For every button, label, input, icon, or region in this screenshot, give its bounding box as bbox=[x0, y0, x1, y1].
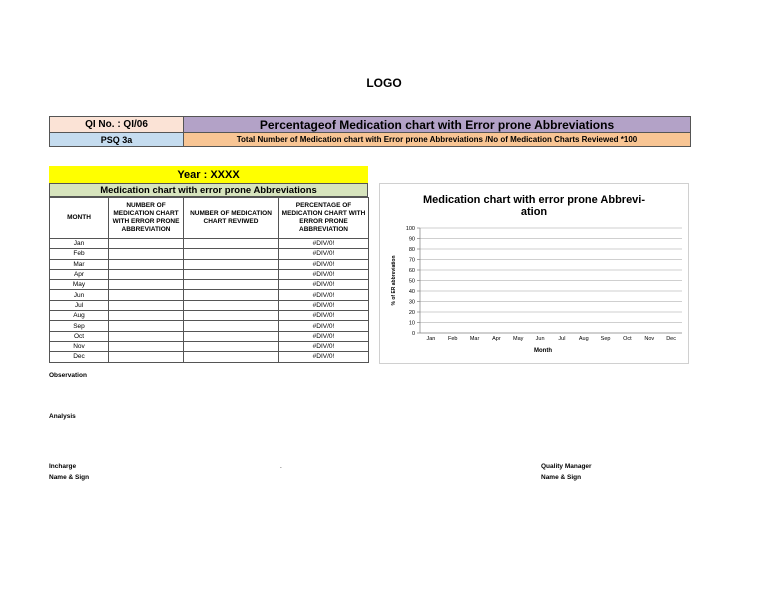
percentage-cell: #DIV/0! bbox=[279, 300, 369, 310]
analysis-label: Analysis bbox=[49, 413, 76, 420]
month-cell: Jul bbox=[50, 300, 109, 310]
x-tick-label: Aug bbox=[578, 336, 589, 342]
y-tick-label: 80 bbox=[408, 247, 415, 253]
reviewed-cell bbox=[184, 352, 279, 362]
with-error-cell bbox=[109, 239, 184, 249]
percentage-cell: #DIV/0! bbox=[279, 259, 369, 269]
month-cell: Apr bbox=[50, 269, 109, 279]
reviewed-cell bbox=[184, 269, 279, 279]
table-row bbox=[50, 259, 369, 269]
column-header-with-error: NUMBER OF MEDICATION CHART WITH ERROR PRONE ABBREVIATION bbox=[109, 198, 184, 239]
x-tick-label: Jan bbox=[426, 336, 436, 342]
y-tick-label: 30 bbox=[408, 299, 415, 306]
y-tick-label: 70 bbox=[408, 257, 415, 264]
table-row bbox=[50, 300, 369, 310]
line-chart bbox=[379, 183, 689, 364]
with-error-cell bbox=[109, 331, 184, 341]
month-cell: Feb bbox=[50, 249, 109, 259]
percentage-cell: #DIV/0! bbox=[279, 249, 369, 259]
table-row bbox=[50, 341, 369, 351]
month-cell: Jan bbox=[50, 239, 109, 249]
month-cell: Oct bbox=[50, 331, 109, 341]
percentage-cell: #DIV/0! bbox=[279, 269, 369, 279]
y-tick-label: 40 bbox=[408, 289, 415, 295]
y-tick-label: 0 bbox=[411, 331, 415, 337]
with-error-cell bbox=[109, 269, 184, 279]
column-header-month: MONTH bbox=[50, 198, 109, 239]
x-tick-label: Oct bbox=[623, 336, 632, 342]
with-error-cell bbox=[109, 249, 184, 259]
month-cell: Dec bbox=[50, 352, 109, 362]
table-subheading: Medication chart with error prone Abbreviations bbox=[49, 183, 368, 197]
table-row bbox=[50, 352, 369, 362]
percentage-cell: #DIV/0! bbox=[279, 341, 369, 351]
y-tick-label: 10 bbox=[408, 320, 415, 327]
kpi-title: Percentageof Medication chart with Error prone Abbreviations bbox=[183, 116, 691, 133]
column-header-reviewed: NUMBER OF MEDICATION CHART REVIWED bbox=[184, 198, 279, 239]
table-row bbox=[50, 331, 369, 341]
percentage-cell: #DIV/0! bbox=[279, 239, 369, 249]
table-row bbox=[50, 311, 369, 321]
reviewed-cell bbox=[184, 249, 279, 259]
quality-manager-name-sign: Name & Sign bbox=[541, 474, 582, 481]
with-error-cell bbox=[109, 300, 184, 310]
logo-text: LOGO bbox=[366, 76, 402, 90]
percentage-cell: #DIV/0! bbox=[279, 321, 369, 331]
month-cell: Nov bbox=[50, 341, 109, 351]
reviewed-cell bbox=[184, 311, 279, 321]
percentage-cell: #DIV/0! bbox=[279, 290, 369, 300]
with-error-cell bbox=[109, 280, 184, 290]
month-cell: Jun bbox=[50, 290, 109, 300]
x-tick-label: Nov bbox=[644, 336, 655, 342]
x-tick-label: Jun bbox=[535, 336, 545, 342]
reviewed-cell bbox=[184, 239, 279, 249]
month-cell: Sep bbox=[50, 321, 109, 331]
table-row bbox=[50, 321, 369, 331]
reviewed-cell bbox=[184, 331, 279, 341]
quality-manager-label: Quality Manager bbox=[541, 463, 592, 470]
observation-label: Observation bbox=[49, 372, 87, 379]
x-tick-label: Feb bbox=[448, 336, 458, 342]
x-tick-label: Mar bbox=[469, 336, 480, 342]
with-error-cell bbox=[109, 341, 184, 351]
reviewed-cell bbox=[184, 341, 279, 351]
x-tick-label: May bbox=[513, 336, 524, 342]
month-cell: Mar bbox=[50, 259, 109, 269]
kpi-formula: Total Number of Medication chart with Error prone Abbreviations /No of Medication Charts Reviewed *100 bbox=[183, 132, 691, 147]
y-tick-label: 90 bbox=[408, 236, 415, 243]
month-cell: Aug bbox=[50, 311, 109, 321]
chart-title-line: Medication chart with error prone Abbrevi- bbox=[422, 194, 646, 206]
percentage-cell: #DIV/0! bbox=[279, 311, 369, 321]
y-tick-label: 50 bbox=[408, 278, 415, 285]
reviewed-cell bbox=[184, 290, 279, 300]
with-error-cell bbox=[109, 352, 184, 362]
with-error-cell bbox=[109, 311, 184, 321]
percentage-cell: #DIV/0! bbox=[279, 331, 369, 341]
table-row bbox=[50, 269, 369, 279]
with-error-cell bbox=[109, 259, 184, 269]
stray-dot: . bbox=[280, 463, 282, 470]
percentage-cell: #DIV/0! bbox=[279, 352, 369, 362]
psq-code: PSQ 3a bbox=[49, 132, 184, 147]
year-banner: Year : XXXX bbox=[49, 166, 368, 183]
y-tick-label: 20 bbox=[408, 310, 415, 316]
reviewed-cell bbox=[184, 280, 279, 290]
x-tick-label: Dec bbox=[666, 336, 676, 342]
y-tick-label: 60 bbox=[408, 268, 415, 274]
with-error-cell bbox=[109, 290, 184, 300]
reviewed-cell bbox=[184, 321, 279, 331]
monthly-data-table bbox=[49, 197, 369, 363]
x-axis-label: Month bbox=[534, 348, 552, 354]
month-cell: May bbox=[50, 280, 109, 290]
qi-number: QI No. : QI/06 bbox=[49, 116, 184, 133]
table-header-row bbox=[50, 198, 369, 239]
chart-title-line: ation bbox=[520, 206, 548, 218]
table-row bbox=[50, 239, 369, 249]
table-row bbox=[50, 290, 369, 300]
table-row bbox=[50, 280, 369, 290]
table-row bbox=[50, 249, 369, 259]
column-header-percentage: PERCENTAGE OF MEDICATION CHART WITH ERROR PRONE ABBREVIATION bbox=[279, 198, 369, 239]
percentage-cell: #DIV/0! bbox=[279, 280, 369, 290]
with-error-cell bbox=[109, 321, 184, 331]
y-tick-label: 100 bbox=[405, 226, 415, 232]
y-axis-label: % of ER abbreviation bbox=[391, 255, 397, 306]
reviewed-cell bbox=[184, 300, 279, 310]
incharge-label: Incharge bbox=[49, 463, 77, 470]
x-tick-label: Apr bbox=[492, 336, 501, 342]
x-tick-label: Jul bbox=[558, 336, 566, 342]
incharge-name-sign: Name & Sign bbox=[49, 474, 90, 481]
reviewed-cell bbox=[184, 259, 279, 269]
x-tick-label: Sep bbox=[600, 336, 611, 342]
